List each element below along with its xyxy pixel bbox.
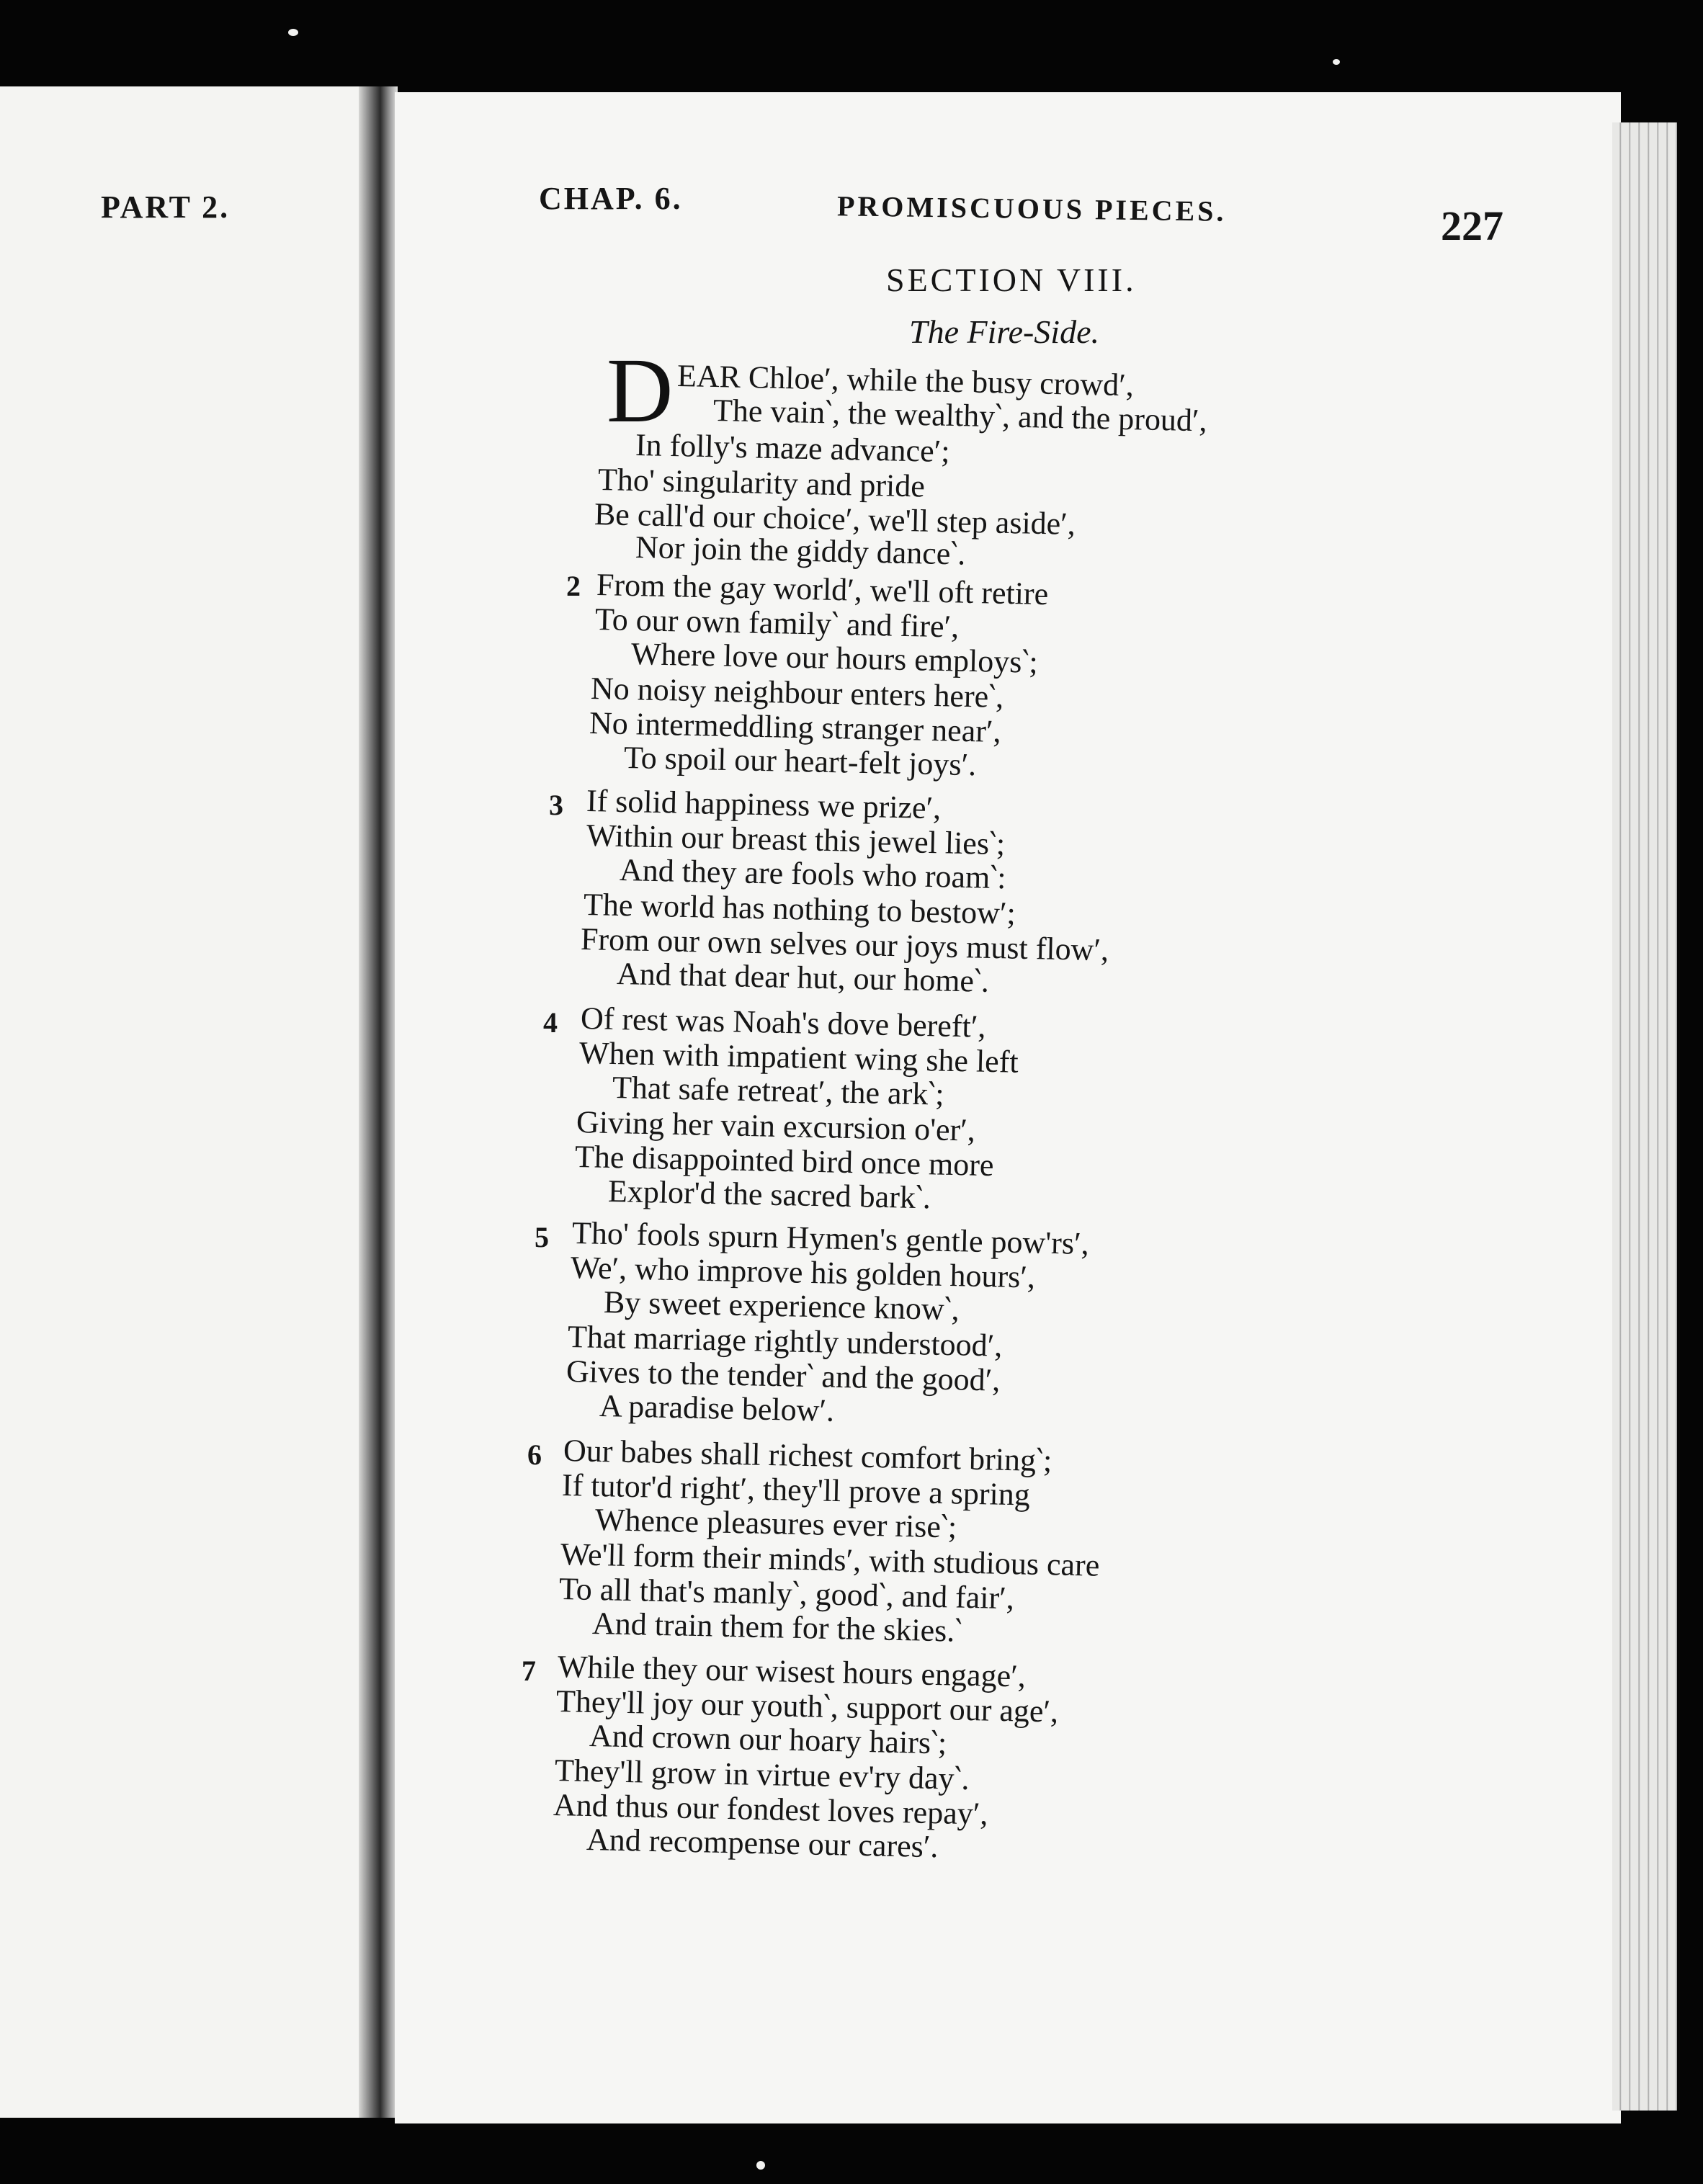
stanza-number: 6 (527, 1438, 542, 1471)
poem-line: Within our breast this jewel lies‵; (586, 818, 1006, 862)
dust-speck (1333, 59, 1340, 65)
poem-line: To spoil our heart-felt joys′. (623, 740, 977, 783)
stanza-number: 5 (535, 1221, 549, 1253)
running-title: PROMISCUOUS PIECES. (836, 189, 1227, 228)
poem-line: The vain‵, the wealthy‵, and the proud′, (712, 393, 1208, 439)
poem-line: We′, who improve his golden hours′, (570, 1250, 1036, 1295)
poem-line: A paradise below′. (599, 1388, 835, 1428)
left-page-header: PART 2. (101, 189, 231, 225)
poem-line: Of rest was Noah's dove bereft′, (580, 1001, 986, 1044)
book-gutter (359, 86, 398, 2118)
poem-line: And they are fools who roam‵: (619, 852, 1007, 896)
poem-line: That safe retreat′, the ark‵; (612, 1070, 945, 1112)
poem-line: Explor'd the sacred bark‵. (607, 1173, 931, 1216)
stanza-number: 2 (566, 570, 581, 602)
poem-line: Our babes shall richest comfort bring‵; (563, 1433, 1052, 1479)
chapter-heading: CHAP. 6. (539, 181, 683, 216)
poem-line: No noisy neighbour enters here‵, (590, 671, 1004, 715)
poem-line: And thus our fondest loves repay′, (553, 1787, 988, 1832)
poem-line: EAR Chloe′, while the busy crowd′, (676, 358, 1135, 403)
poem-line: Giving her vain excursion o'er′, (576, 1104, 976, 1148)
poem-line: Nor join the giddy dance‵. (635, 529, 966, 572)
poem-line: Tho' singularity and pride (597, 462, 926, 504)
dust-speck (756, 2161, 765, 2170)
poem-line: While they our wisest hours engage′, (557, 1649, 1027, 1694)
poem-line: They'll grow in virtue ev'ry day‵. (554, 1753, 970, 1797)
poem-line: When with impatient wing she left (578, 1035, 1019, 1080)
section-heading: SECTION VIII. (886, 261, 1137, 298)
stanza-number: 3 (549, 789, 563, 821)
poem-line: That marriage rightly understood′, (567, 1319, 1003, 1364)
poem-line: Tho' fools spurn Hymen's gentle pow'rs′, (571, 1215, 1090, 1262)
poem-line: No intermeddling stranger near′, (589, 705, 1002, 749)
poem-line: To all that's manly‵, good‵, and fair′, (558, 1571, 1015, 1616)
poem-line: From our own selves our joys must flow′, (580, 921, 1109, 968)
poem-line: If solid happiness we prize′, (586, 783, 942, 826)
poem-line: And that dear hut, our home‵. (616, 956, 990, 999)
poem-line: The world has nothing to bestow′; (583, 887, 1016, 931)
page-number: 227 (1441, 202, 1503, 249)
left-facing-page (0, 86, 375, 2118)
poem-line: From the gay world′, we'll oft retire (596, 567, 1049, 612)
poem-line: In folly's maze advance′; (635, 427, 951, 470)
poem-line: We'll form their minds′, with studious care (560, 1536, 1100, 1583)
poem-line: They'll joy our youth‵, support our age′, (555, 1683, 1059, 1729)
poem-line: Where love our hours employs‵; (630, 636, 1039, 680)
dust-speck (288, 29, 298, 36)
poem-line: Gives to the tender‵ and the good′, (566, 1353, 1001, 1398)
poem-line: The disappointed bird once more (574, 1139, 995, 1183)
poem-line: If tutor'd right′, they'll prove a spring (561, 1467, 1031, 1513)
poem-line: And train them for the skies.‵ (591, 1606, 962, 1649)
poem-line: By sweet experience know‵, (603, 1284, 960, 1328)
poem-line: Be call'd our choice′, we'll step aside′, (594, 496, 1076, 542)
poem-title: The Fire-Side. (909, 313, 1100, 350)
drop-cap: D (607, 339, 674, 442)
poem-line: And crown our hoary hairs‵; (589, 1718, 947, 1761)
stanza-number: 4 (543, 1006, 558, 1039)
poem-line: To our own family‵ and fire′, (594, 601, 960, 645)
page-edge-stack (1612, 122, 1677, 2111)
poem-line: And recompense our cares′. (586, 1822, 939, 1865)
stanza-number: 7 (522, 1655, 536, 1687)
poem-line: Whence pleasures ever rise‵; (594, 1502, 957, 1545)
